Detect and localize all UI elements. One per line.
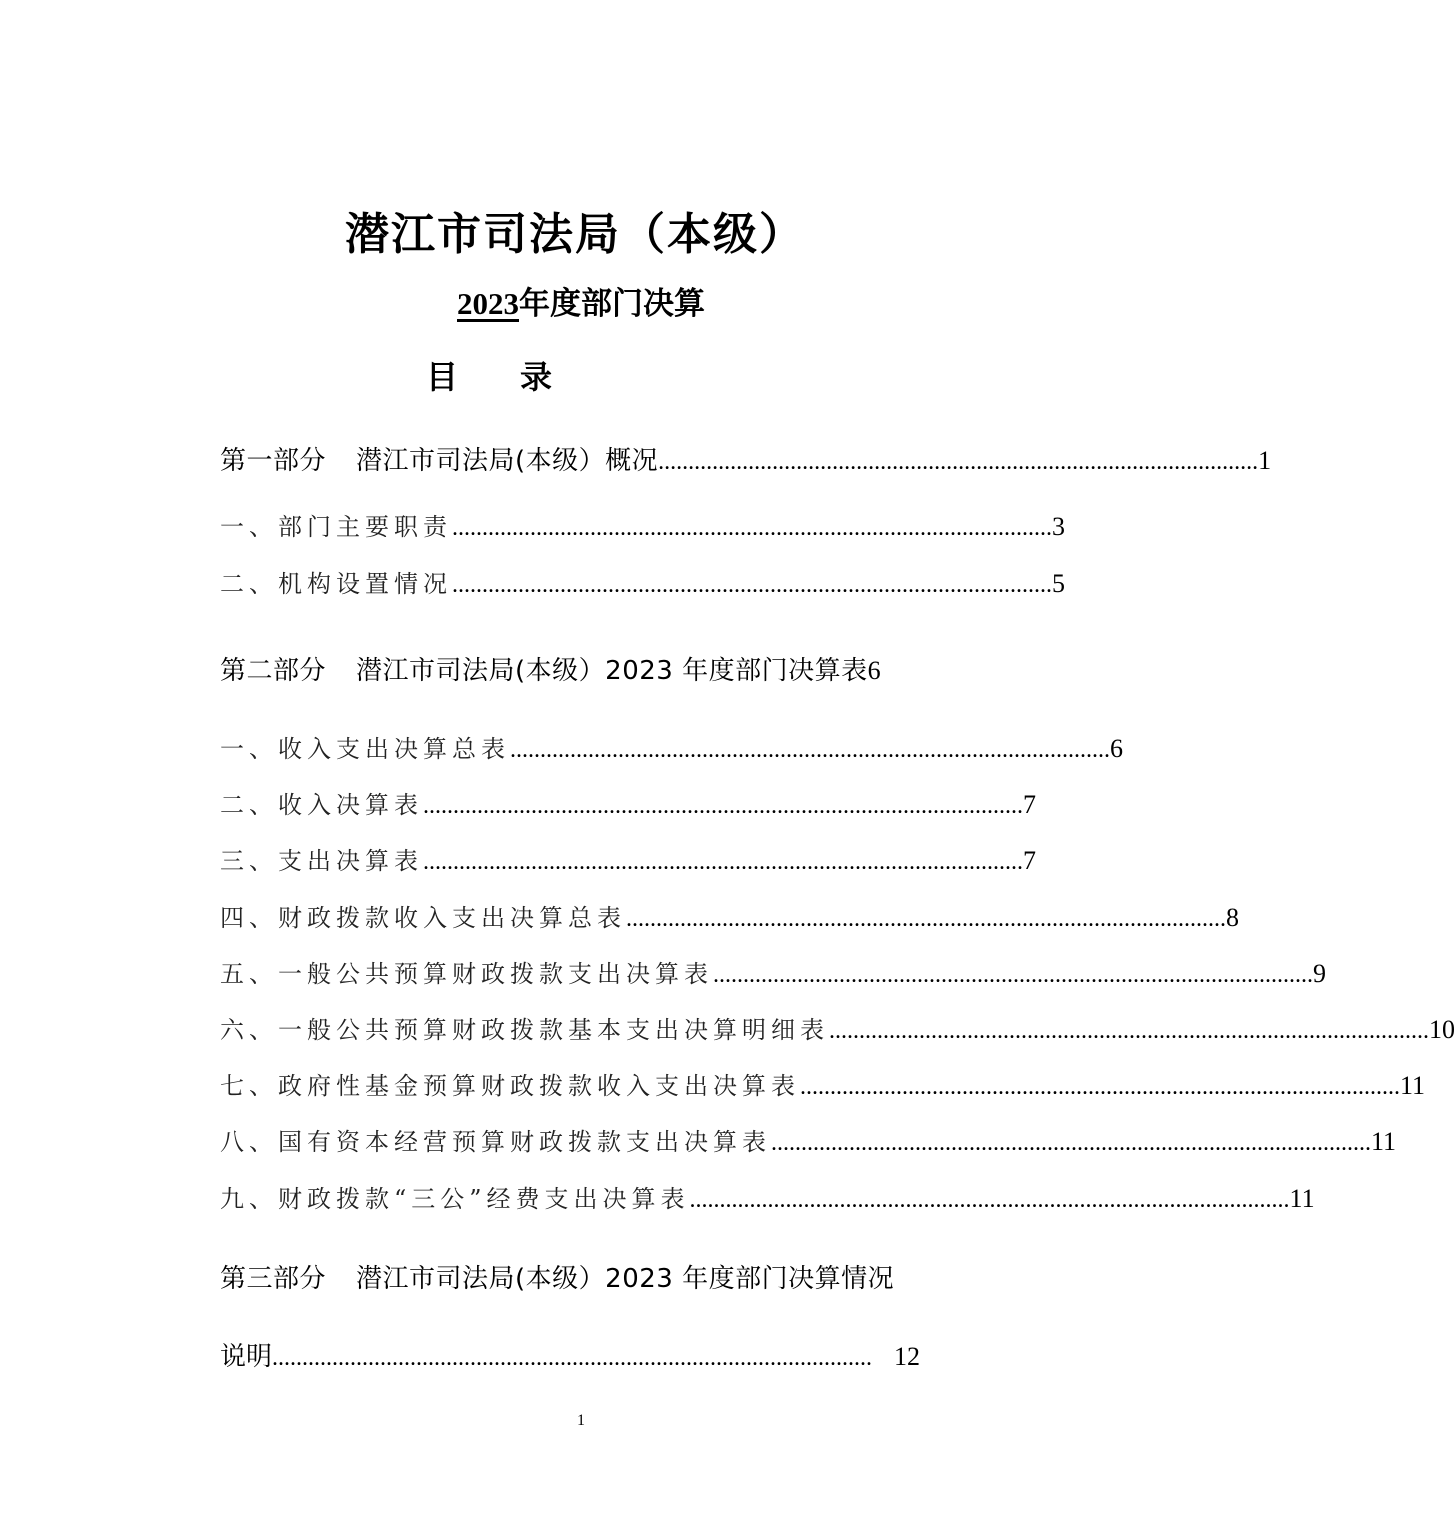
leader-dots: .................................................................................................... <box>713 962 1313 988</box>
leader-dots: .................................................................................................... <box>626 906 1226 932</box>
document-subtitle <box>0 278 1162 323</box>
page-number: 9 <box>1313 959 1326 988</box>
entry-label: 说明 <box>220 1342 273 1372</box>
page-number: 7 <box>1023 846 1036 875</box>
leader-dots: .................................................................................................... <box>689 1187 1290 1213</box>
page-number: 8 <box>1226 903 1239 932</box>
toc-entry-part3[interactable] <box>220 1258 920 1294</box>
toc-entry[interactable] <box>220 1066 1426 1102</box>
page-number: 11 <box>1289 1184 1315 1213</box>
leader-dots: .................................................................................................... <box>423 793 1023 819</box>
toc-heading: 目录 <box>425 358 614 396</box>
entry-label: 九、财政拨款“三公”经费支出决算表 <box>220 1185 690 1213</box>
page-footer-number: 1 <box>577 1412 585 1429</box>
part-title: 潜江市司法局(本级）2023 年度部门决算表 <box>356 656 868 686</box>
toc-entry[interactable] <box>220 564 1065 600</box>
page-number: 11 <box>1371 1127 1397 1156</box>
page-number: 1 <box>1258 446 1272 475</box>
page-number: 5 <box>1052 569 1065 598</box>
entry-label: 八、国有资本经营预算财政拨款支出决算表 <box>220 1128 771 1156</box>
page-number: 6 <box>1110 734 1123 763</box>
toc-entry[interactable] <box>220 1122 1397 1158</box>
entry-label: 三、支出决算表 <box>220 847 423 875</box>
toc-entry[interactable] <box>220 1010 1455 1046</box>
toc-entry-part3-continuation[interactable] <box>220 1336 920 1372</box>
page-number: 3 <box>1052 512 1065 541</box>
part-title: 潜江市司法局(本级）2023 年度部门决算情况 <box>356 1264 895 1294</box>
document-title: 潜江市司法局（本级） <box>345 209 805 260</box>
leader-dots: .................................................................................................... <box>452 515 1052 541</box>
leader-dots: .................................................................................................... <box>800 1074 1400 1100</box>
leader-dots: .................................................................................................... <box>658 449 1259 475</box>
leader-dots: .................................................................................................... <box>829 1018 1429 1044</box>
entry-label: 一、部门主要职责 <box>220 513 452 541</box>
subtitle-text: 年度部门决算 <box>519 286 705 321</box>
toc-entry[interactable] <box>220 729 1123 765</box>
entry-label: 四、财政拨款收入支出决算总表 <box>220 904 626 932</box>
toc-entry[interactable] <box>220 507 1065 543</box>
part-prefix: 第一部分 <box>220 446 327 476</box>
leader-dots: .................................................................................................... <box>452 572 1052 598</box>
page-number: 10 <box>1429 1015 1455 1044</box>
toc-entry[interactable] <box>220 841 1036 877</box>
part-prefix: 第三部分 <box>220 1264 327 1294</box>
entry-label: 七、政府性基金预算财政拨款收入支出决算表 <box>220 1072 800 1100</box>
leader-dots: .................................................................................................... <box>771 1130 1371 1156</box>
toc-entry[interactable] <box>220 785 1036 821</box>
page-number: 6 <box>867 656 881 685</box>
entry-label: 二、机构设置情况 <box>220 570 452 598</box>
leader-dots: .................................................................................................... <box>423 849 1023 875</box>
part-prefix: 第二部分 <box>220 656 327 686</box>
subtitle-year: 2023 <box>457 286 519 321</box>
page-number: 7 <box>1023 790 1036 819</box>
toc-entry[interactable] <box>220 1179 1315 1215</box>
toc-entry[interactable] <box>220 954 1326 990</box>
part-title: 潜江市司法局(本级）概况 <box>356 446 659 476</box>
leader-dots: .................................................................................................... <box>272 1345 873 1371</box>
page-number: 12 <box>894 1342 920 1371</box>
entry-label: 一、收入支出决算总表 <box>220 735 510 763</box>
toc-entry-part2[interactable] <box>220 650 920 686</box>
entry-label: 二、收入决算表 <box>220 791 423 819</box>
toc-entry[interactable] <box>220 898 1239 934</box>
page-number: 11 <box>1400 1071 1426 1100</box>
toc-entry-part1[interactable] <box>220 440 1272 476</box>
entry-label: 五、一般公共预算财政拨款支出决算表 <box>220 960 713 988</box>
entry-label: 六、一般公共预算财政拨款基本支出决算明细表 <box>220 1016 829 1044</box>
leader-dots: .................................................................................................... <box>510 737 1110 763</box>
